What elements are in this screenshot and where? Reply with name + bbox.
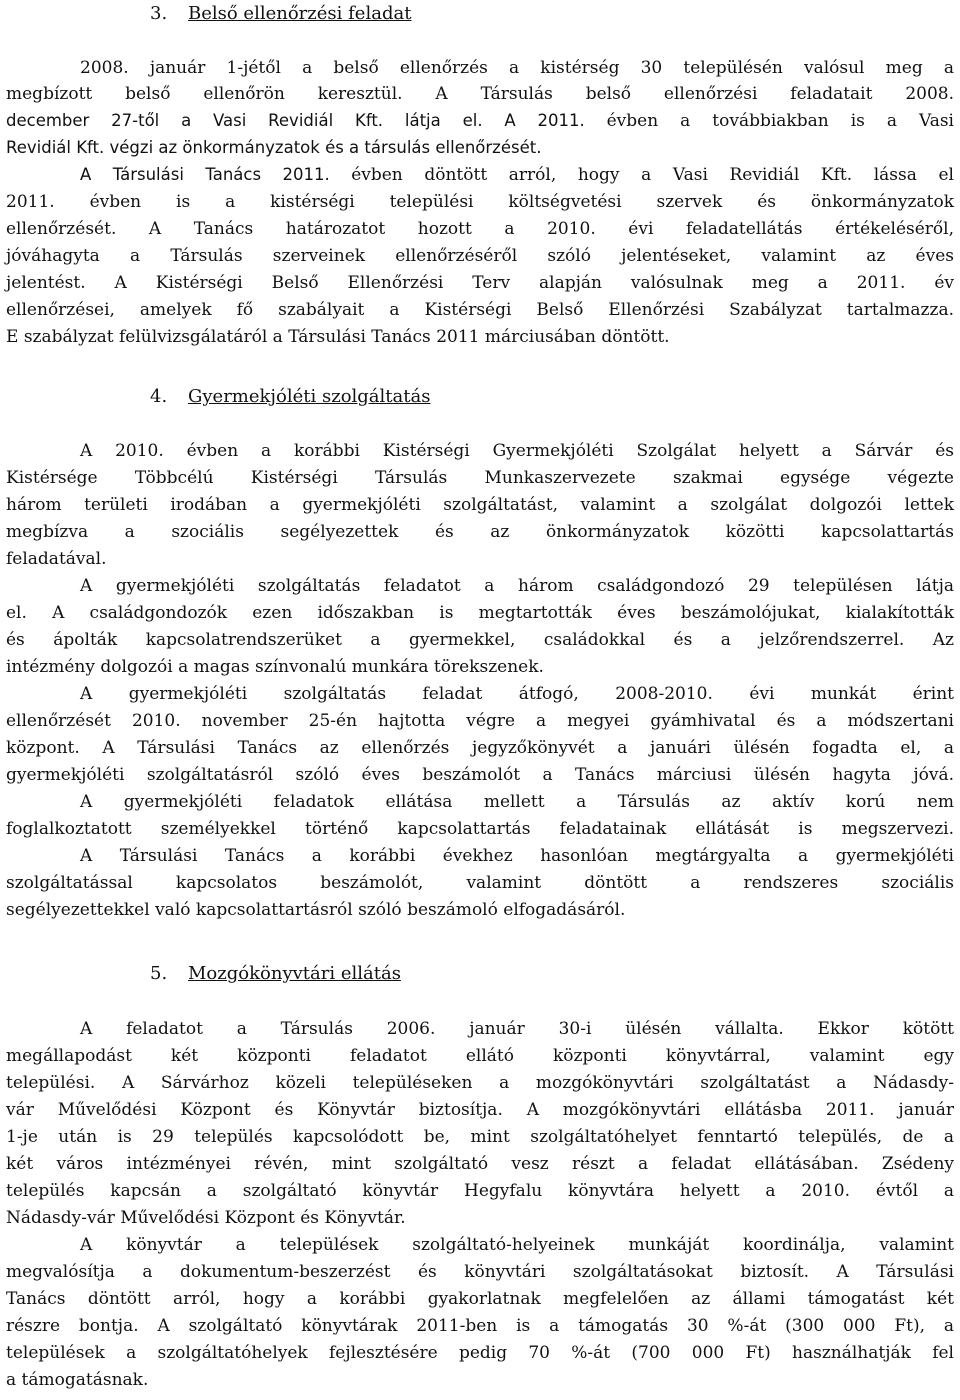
section-title: Gyermekjóléti szolgáltatás (188, 386, 431, 407)
paragraph-line: feladatával. (6, 549, 107, 569)
section-title: Mozgókönyvtári ellátás (188, 963, 401, 984)
paragraph-line: szolgáltatással kapcsolatos beszámolót, valamint döntött a rendszeres szociális (6, 873, 954, 893)
paragraph-line: települési. A Sárvárhoz közeli településeken a mozgókönyvtári szolgáltatást a Nádasdy- (6, 1073, 954, 1093)
section-heading-3 (150, 0, 411, 28)
paragraph-line: A 2010. évben a korábbi Kistérségi Gyermekjóléti Szolgálat helyett a Sárvár és (80, 441, 954, 461)
paragraph-line (6, 108, 954, 134)
section-heading-5 (150, 960, 401, 988)
paragraph-line: Revidiál Kft. végzi az önkormányzatok és a társulás ellenőrzését. (6, 138, 542, 157)
paragraph-line: 1-je után is 29 település kapcsolódott be, mint szolgáltatóhelyet fenntartó település, de a (6, 1127, 954, 1147)
paragraph-line: település kapcsán a szolgáltató könyvtár Hegyfalu könyvtára helyett a 2010. évtől a (6, 1181, 954, 1201)
paragraph-line: és ápolták kapcsolatrendszerüket a gyermekkel, családokkal és a jelzőrendszerrel. Az (6, 630, 954, 650)
paragraph-line: ellenőrzését 2010. november 25-én hajtotta végre a megyei gyámhivatal és a módszertani (6, 711, 954, 731)
paragraph-line: A gyermekjóléti szolgáltatás feladatot a három családgondozó 29 településen látja (80, 576, 954, 596)
paragraph-line: megbízott belső ellenőrön keresztül. A Társulás belső ellenőrzési feladatait 2008. (6, 84, 954, 104)
section-title: Belső ellenőrzési feladat (188, 3, 412, 24)
paragraph-line: intézmény dolgozói a magas színvonalú munkára törekszenek. (6, 657, 544, 677)
paragraph-line: központ. A Társulási Tanács az ellenőrzés jegyzőkönyvét a januári ülésén fogadta el, a (6, 738, 954, 758)
section-number: 5. (150, 963, 168, 984)
paragraph-line: A Társulási Tanács a korábbi évekhez hasonlóan megtárgyalta a gyermekjóléti (80, 846, 954, 866)
paragraph-line: jóváhagyta a Társulás szerveinek ellenőrzéséről szóló jelentéseket, valamint az éves (6, 246, 954, 266)
paragraph-line: két város intézményei révén, mint szolgáltató vesz részt a feladat ellátásában. Zsédeny (6, 1154, 954, 1174)
section-heading-4 (150, 383, 430, 411)
paragraph-line: vár Művelődési Központ és Könyvtár biztosítja. A mozgókönyvtári ellátásba 2011. január (6, 1100, 954, 1120)
paragraph-line: Tanács döntött arról, hogy a korábbi gyakorlatnak megfelelően az állami támogatást két (6, 1289, 954, 1309)
paragraph-line: megvalósítja a dokumentum-beszerzést és könyvtári szolgáltatásokat biztosít. A Társulási (6, 1262, 954, 1282)
paragraph-line: három területi irodában a gyermekjóléti szolgáltatást, valamint a szolgálat dolgozói lettek (6, 495, 954, 515)
paragraph-line: megállapodást két központi feladatot ellátó központi könyvtárral, valamint egy (6, 1046, 954, 1066)
paragraph-line: segélyezettekkel való kapcsolattartásról szóló beszámoló elfogadásáról. (6, 900, 626, 920)
paragraph-line (80, 162, 954, 188)
paragraph-line: Kistérsége Többcélú Kistérségi Társulás Munkaszervezete szakmai egysége végezte (6, 468, 954, 488)
line-segment: évben döntött arról, hogy a Vasi Revidiál Kft. lássa el (351, 165, 954, 185)
section-number: 3. (150, 3, 168, 24)
paragraph-line: A feladatot a Társulás 2006. január 30-i ülésén vállalta. Ekkor kötött (80, 1019, 954, 1039)
paragraph-line: a támogatásnak. (6, 1370, 149, 1390)
paragraph-line: A könyvtár a települések szolgáltató-helyeinek munkáját koordinálja, valamint (80, 1235, 954, 1255)
paragraph-line: A gyermekjóléti feladatok ellátása mellett a Társulás az aktív korú nem (80, 792, 954, 812)
paragraph-line: A gyermekjóléti szolgáltatás feladat átfogó, 2008-2010. évi munkát érint (80, 684, 954, 704)
paragraph-line: 2011. évben is a kistérségi települési költségvetési szervek és önkormányzatok (6, 192, 954, 212)
paragraph-line: ellenőrzései, amelyek fő szabályait a Kistérségi Belső Ellenőrzési Szabályzat tartalmazza. (6, 300, 954, 320)
paragraph-line: 2008. január 1-jétől a belső ellenőrzés a kistérség 30 településén valósul meg a (80, 58, 954, 78)
paragraph-line: foglalkoztatott személyekkel történő kapcsolattartás feladatainak ellátását is megszervezi. (6, 819, 954, 839)
paragraph-line: települések a szolgáltatóhelyek fejlesztésére pedig 70 %-át (700 000 Ft) használhatják fel (6, 1343, 954, 1363)
paragraph-line: el. A családgondozók ezen időszakban is megtartották éves beszámolójukat, kialakították (6, 603, 954, 623)
paragraph-line: ellenőrzését. A Tanács határozatot hozott a 2010. évi feladatellátás értékeléséről, (6, 219, 954, 239)
paragraph-line: Nádasdy-vár Művelődési Központ és Könyvtár. (6, 1208, 406, 1228)
paragraph-line: gyermekjóléti szolgáltatásról szóló éves beszámolót a Tanács márciusi ülésén hagyta jóvá. (6, 765, 954, 785)
paragraph-line: jelentést. A Kistérségi Belső Ellenőrzési Terv alapján valósulnak meg a 2011. év (6, 273, 954, 293)
paragraph-line: E szabályzat felülvizsgálatáról a Társulási Tanács 2011 márciusában döntött. (6, 327, 670, 347)
paragraph-line: részre bontja. A szolgáltató könyvtárak 2011-ben is a támogatás 30 %-át (300 000 Ft), a (6, 1316, 954, 1336)
line-segment: A Társulási Tanács 2011. (80, 165, 352, 184)
line-segment: évben a továbbiakban is a Vasi (606, 111, 954, 131)
section-number: 4. (150, 386, 168, 407)
line-segment: december 27-től a Vasi Revidiál Kft. látja el. A 2011. (6, 111, 607, 130)
paragraph-line: megbízva a szociális segélyezettek és az önkormányzatok közötti kapcsolattartás (6, 522, 954, 542)
